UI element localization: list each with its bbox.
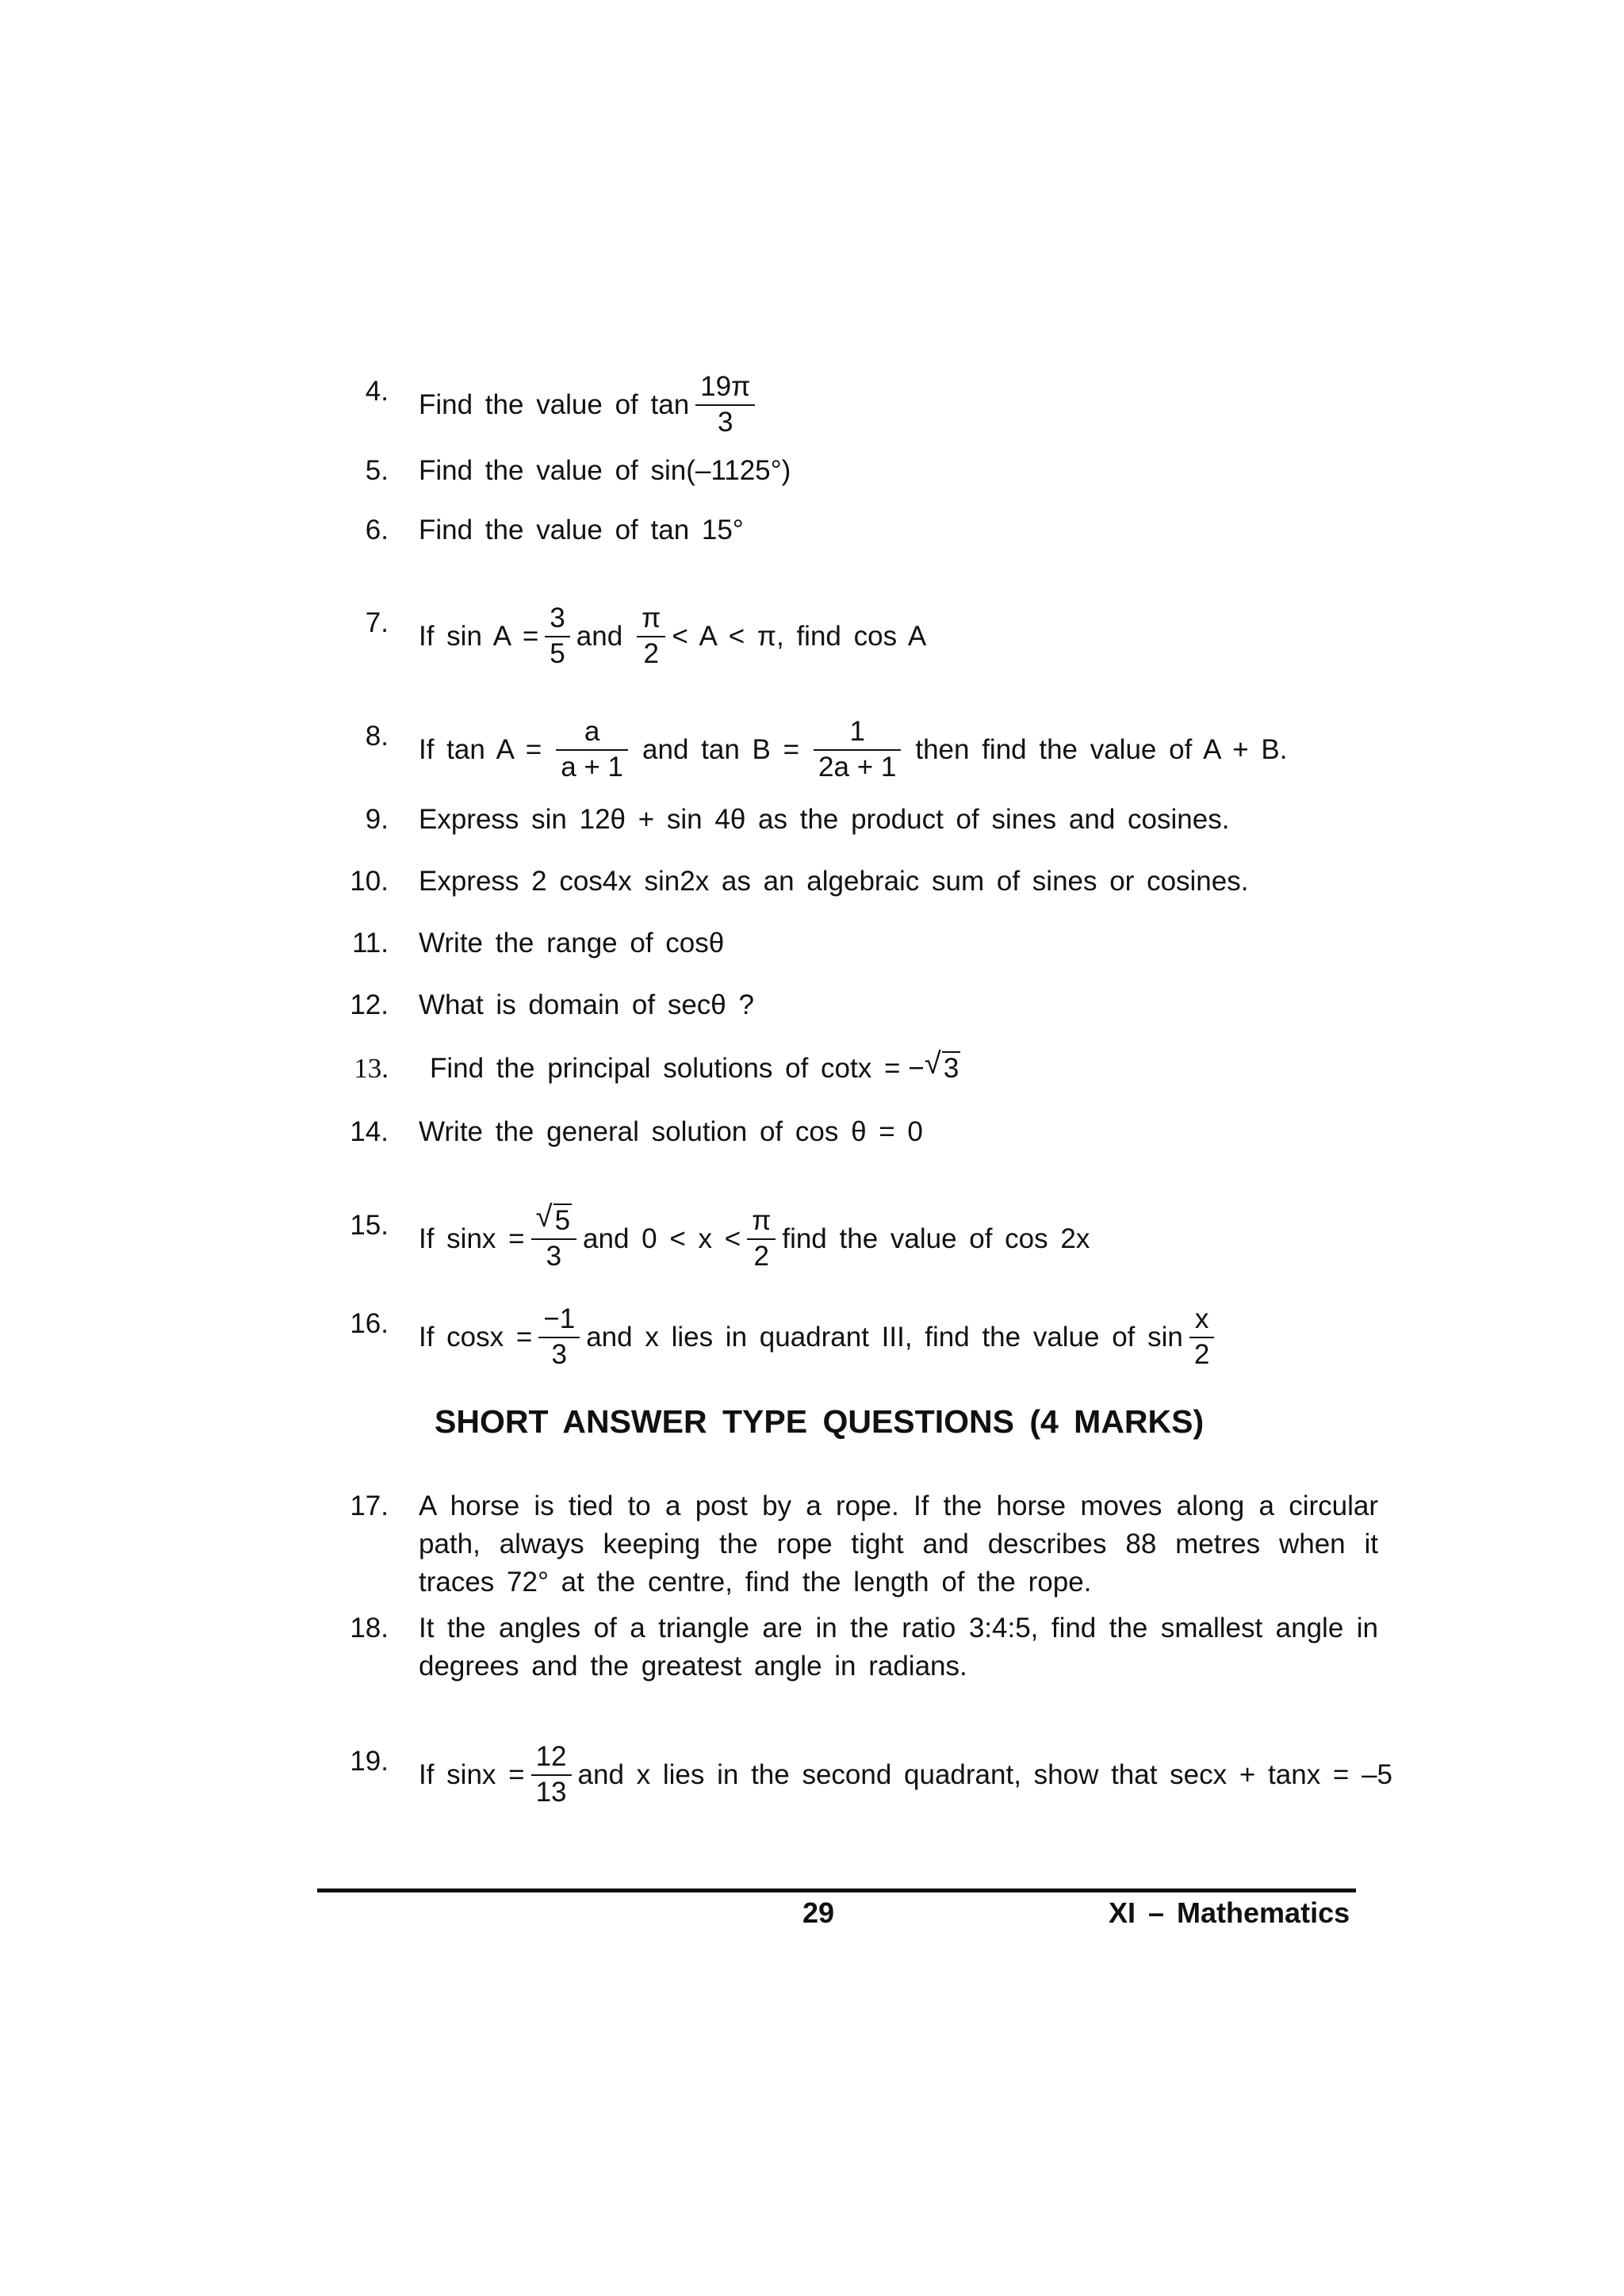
fraction-bar bbox=[531, 1774, 572, 1776]
fraction-bar bbox=[814, 749, 901, 751]
denominator: 3 bbox=[546, 1240, 562, 1272]
question-number: 15. bbox=[350, 1210, 389, 1241]
question-text: Find the value of tan bbox=[419, 388, 690, 420]
book-title: XI – Mathematics bbox=[1109, 1896, 1350, 1929]
question-number: 7. bbox=[365, 607, 389, 638]
numerator: x bbox=[1194, 1303, 1209, 1334]
question-text: If sinx = bbox=[419, 1223, 525, 1254]
numerator: 1 bbox=[849, 716, 865, 747]
question-number: 6. bbox=[365, 515, 389, 545]
numerator: π bbox=[752, 1205, 772, 1236]
numerator: π bbox=[642, 603, 661, 633]
question-number: 16. bbox=[350, 1308, 389, 1339]
minus-sign: − bbox=[908, 1053, 925, 1084]
fraction bbox=[1189, 1305, 1214, 1370]
question-text: Express sin 12θ + sin 4θ as the product of sines and cosines. bbox=[419, 804, 1230, 835]
question-text: If sin A = bbox=[419, 620, 539, 652]
question-text: and x lies in the second quadrant, show that secx + tanx = –5 bbox=[577, 1758, 1393, 1790]
fraction-bar bbox=[556, 749, 628, 751]
fraction bbox=[538, 1305, 580, 1370]
fraction-bar bbox=[747, 1238, 776, 1240]
question-text: < A < π, find cos A bbox=[672, 620, 927, 652]
question-text: Write the range of cosθ bbox=[419, 928, 725, 959]
numerator bbox=[531, 1200, 576, 1236]
denominator: 3 bbox=[717, 406, 733, 438]
fraction bbox=[531, 1200, 576, 1272]
question-text: If cosx = bbox=[419, 1321, 533, 1353]
question-number: 9. bbox=[365, 804, 389, 835]
numerator: 12 bbox=[535, 1741, 567, 1772]
question-text: What is domain of secθ ? bbox=[419, 989, 754, 1020]
question-text: It the angles of a triangle are in the ratio 3:4:5, find the smallest angle in degrees and the greatest angle in radians. bbox=[419, 1613, 1378, 1682]
fraction-bar bbox=[1189, 1337, 1214, 1338]
question-text: and x lies in quadrant III, find the value of sin bbox=[586, 1321, 1183, 1353]
question-number: 5. bbox=[365, 455, 389, 486]
denominator: 13 bbox=[535, 1776, 567, 1808]
fraction bbox=[814, 718, 901, 783]
question-text: Find the value of sin(–1125°) bbox=[419, 455, 791, 486]
question-text: If sinx = bbox=[419, 1758, 525, 1790]
fraction bbox=[695, 373, 755, 438]
fraction-bar bbox=[545, 636, 569, 637]
section-heading: SHORT ANSWER TYPE QUESTIONS (4 MARKS) bbox=[435, 1403, 1205, 1440]
question-number: 10. bbox=[350, 866, 389, 897]
fraction bbox=[556, 718, 628, 783]
radicand: 3 bbox=[943, 1053, 959, 1084]
question-text: If tan A = bbox=[419, 733, 542, 765]
question-number: 17. bbox=[350, 1490, 389, 1521]
numerator: −1 bbox=[543, 1303, 576, 1334]
numerator: 19π bbox=[700, 371, 751, 402]
denominator: a + 1 bbox=[561, 751, 624, 783]
square-root bbox=[535, 1200, 572, 1236]
question-number: 11. bbox=[351, 928, 389, 959]
denominator: 2 bbox=[643, 637, 659, 669]
question-text: find the value of cos 2x bbox=[782, 1223, 1090, 1254]
numerator: 3 bbox=[550, 603, 565, 633]
radicand: 5 bbox=[554, 1205, 571, 1236]
question-number: 14. bbox=[350, 1116, 389, 1147]
denominator: 2 bbox=[1193, 1338, 1210, 1370]
fraction-bar bbox=[531, 1238, 576, 1240]
fraction bbox=[747, 1207, 776, 1272]
denominator: 5 bbox=[550, 637, 565, 669]
radical-sign-icon: √ bbox=[924, 1047, 941, 1081]
fraction-bar bbox=[695, 404, 755, 406]
page-number: 29 bbox=[802, 1896, 835, 1929]
fraction-bar bbox=[538, 1337, 580, 1338]
square-root bbox=[924, 1047, 960, 1088]
question-text: and bbox=[576, 620, 623, 652]
question-number: 8. bbox=[365, 721, 389, 752]
question-text: Write the general solution of cos θ = 0 bbox=[419, 1116, 923, 1147]
denominator: 2 bbox=[753, 1240, 769, 1272]
question-number: 19. bbox=[350, 1746, 389, 1777]
question-text: A horse is tied to a post by a rope. If the horse moves along a circular path, always keeping the rope tight and describes 88 metres when it traces 72° at the centre, find the length of the rope. bbox=[419, 1490, 1378, 1598]
fraction-bar bbox=[637, 636, 665, 637]
footer-rule bbox=[317, 1888, 1356, 1892]
question-text: Find the value of tan 15° bbox=[419, 515, 744, 545]
question-number: 12. bbox=[350, 989, 389, 1020]
numerator: a bbox=[584, 716, 600, 747]
denominator: 2a + 1 bbox=[818, 751, 897, 783]
fraction bbox=[637, 604, 665, 669]
question-text: and 0 < x < bbox=[583, 1223, 741, 1254]
denominator: 3 bbox=[551, 1338, 567, 1370]
question-text: Find the principal solutions of cotx = bbox=[430, 1053, 901, 1084]
radical-sign-icon: √ bbox=[535, 1200, 553, 1234]
fraction bbox=[545, 604, 569, 669]
question-number: 18. bbox=[350, 1613, 389, 1644]
question-text: then find the value of A + B. bbox=[915, 733, 1288, 765]
question-number: 13. bbox=[354, 1053, 389, 1084]
fraction bbox=[531, 1743, 572, 1808]
question-text: Express 2 cos4x sin2x as an algebraic sum of sines or cosines. bbox=[419, 866, 1249, 897]
question-number: 4. bbox=[365, 376, 389, 407]
question-text: and tan B = bbox=[642, 733, 800, 765]
